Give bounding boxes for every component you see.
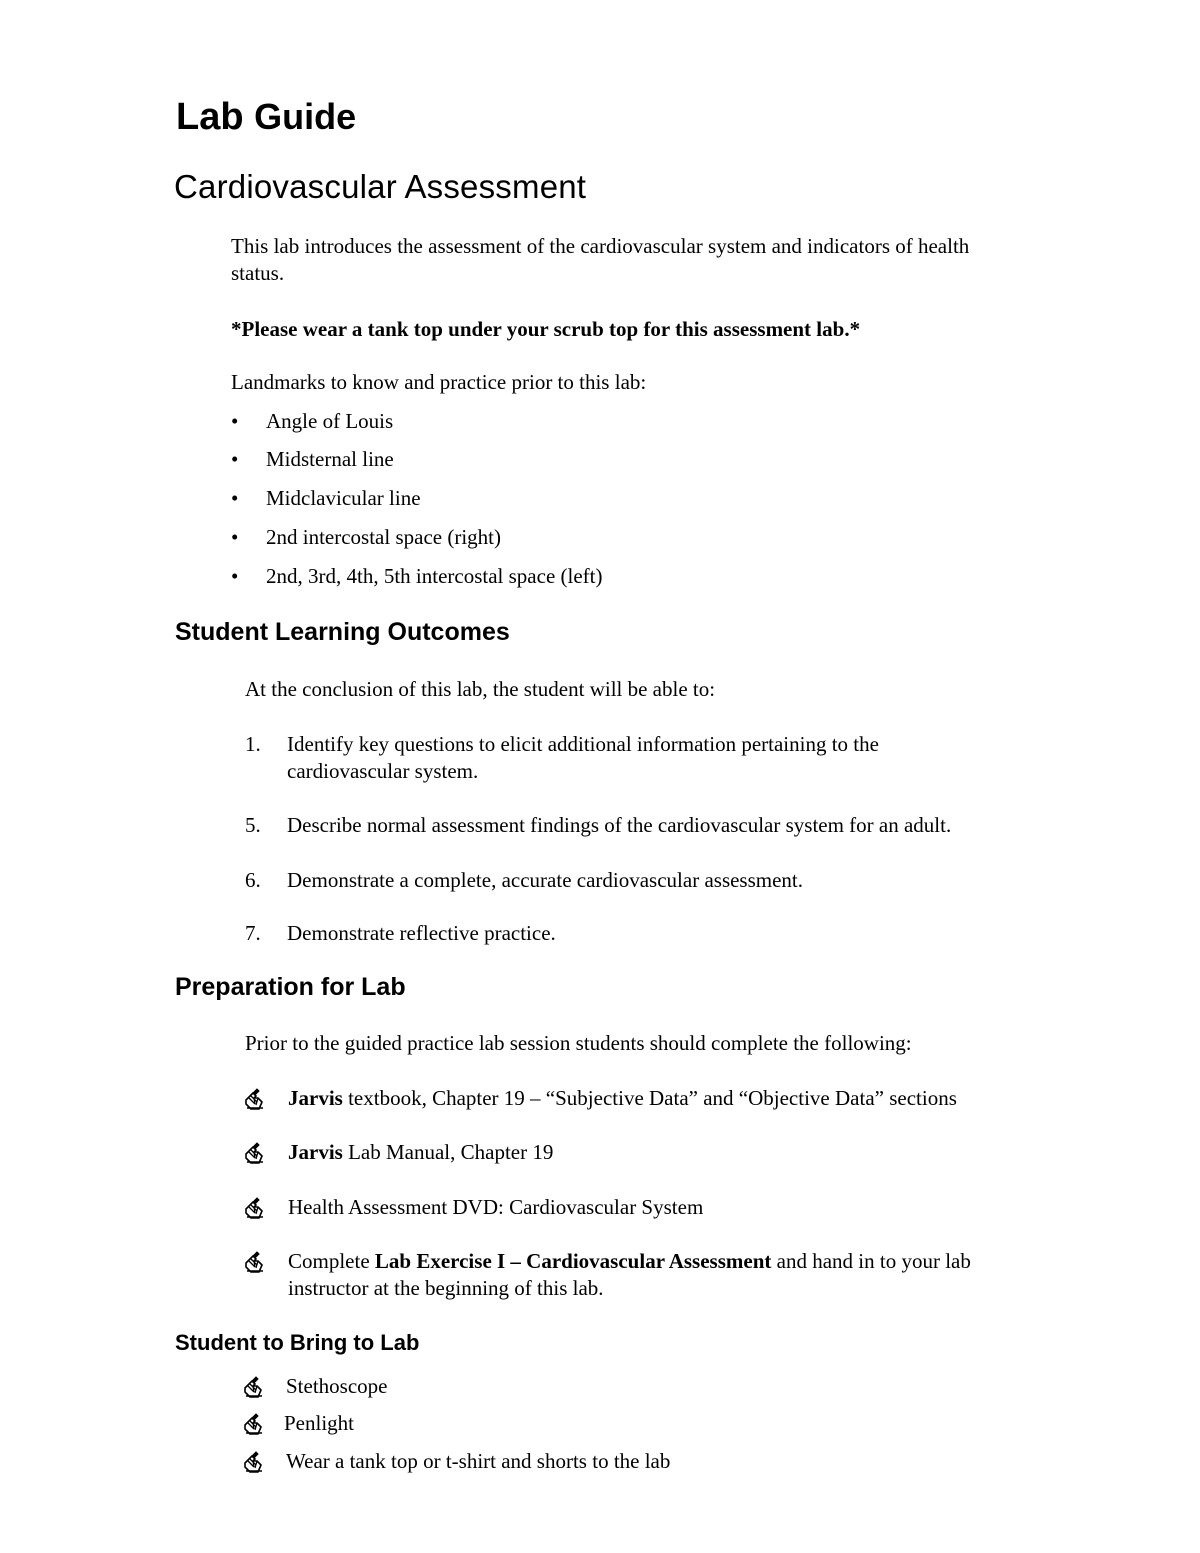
- writing-hand-icon: [243, 1087, 267, 1111]
- prep-item-bold: Lab Exercise I – Cardiovascular Assessment: [374, 1249, 772, 1273]
- landmark-text: Midsternal line: [266, 447, 394, 471]
- intro-line-2: status.: [231, 261, 285, 285]
- bring-heading: Student to Bring to Lab: [175, 1330, 420, 1355]
- outcome-text: Describe normal assessment findings of the cardiovascular system for an adult.: [287, 813, 952, 837]
- bullet-icon: •: [231, 564, 239, 588]
- prep-item-line: [288, 1248, 1078, 1275]
- title-lab-word: Lab: [176, 96, 244, 138]
- bring-item-text: Stethoscope: [286, 1374, 388, 1398]
- landmark-text: 2nd intercostal space (right): [266, 525, 501, 549]
- outcome-number: 6.: [245, 868, 261, 892]
- prep-item-rest: textbook, Chapter 19 – “Subjective Data” and “Objective Data” sections: [342, 1086, 957, 1110]
- outcome-number: 5.: [245, 813, 261, 837]
- writing-hand-icon: [242, 1450, 266, 1474]
- prep-item-bold: Jarvis: [288, 1140, 343, 1164]
- prep-item-pre: Complete: [288, 1249, 375, 1273]
- landmark-text: Angle of Louis: [266, 409, 394, 433]
- bring-item-text: Penlight: [284, 1411, 355, 1435]
- title-guide-word: Guide: [254, 96, 357, 137]
- prep-item-text: Health Assessment DVD: Cardiovascular System: [288, 1195, 704, 1219]
- bullet-icon: •: [231, 447, 239, 471]
- intro-line-1: This lab introduces the assessment of the cardiovascular system and indicators of health: [231, 234, 970, 258]
- writing-hand-icon: [243, 1196, 267, 1220]
- prep-item-line: instructor at the beginning of this lab.: [288, 1276, 604, 1300]
- outcome-number: 7.: [245, 921, 261, 945]
- prep-item-text: [288, 1139, 1078, 1166]
- outcome-number: 1.: [245, 732, 261, 756]
- outcome-line: Identify key questions to elicit additional information pertaining to the: [287, 732, 879, 756]
- page-title: [176, 96, 356, 139]
- document-title: Cardiovascular Assessment: [174, 168, 587, 205]
- outcome-text: Demonstrate reflective practice.: [287, 921, 556, 945]
- bullet-icon: •: [231, 486, 239, 510]
- landmark-text: 2nd, 3rd, 4th, 5th intercostal space (left): [266, 564, 603, 588]
- intro-paragraph: [231, 233, 1091, 287]
- preparation-heading: Preparation for Lab: [175, 973, 406, 1001]
- landmarks-intro: Landmarks to know and practice prior to this lab:: [231, 370, 647, 394]
- prep-item-text: [288, 1085, 1078, 1112]
- writing-hand-icon: [243, 1141, 267, 1165]
- outcomes-heading: Student Learning Outcomes: [175, 618, 510, 646]
- outcome-line: cardiovascular system.: [287, 759, 479, 783]
- writing-hand-icon: [242, 1412, 266, 1436]
- writing-hand-icon: [243, 1250, 267, 1274]
- prep-item-rest: Lab Manual, Chapter 19: [342, 1140, 554, 1164]
- bullet-icon: •: [231, 409, 239, 433]
- preparation-intro: Prior to the guided practice lab session students should complete the following:: [245, 1031, 912, 1055]
- tank-top-notice: *Please wear a tank top under your scrub top for this assessment lab.*: [231, 317, 861, 341]
- prep-item-post: and hand in to your lab: [771, 1249, 971, 1273]
- bullet-icon: •: [231, 525, 239, 549]
- outcome-text: Demonstrate a complete, accurate cardiovascular assessment.: [287, 868, 804, 892]
- prep-item-bold: Jarvis: [288, 1086, 343, 1110]
- prep-item-text: [288, 1248, 1078, 1302]
- outcome-text: [287, 731, 1047, 785]
- writing-hand-icon: [242, 1375, 266, 1399]
- landmark-text: Midclavicular line: [266, 486, 421, 510]
- bring-item-text: Wear a tank top or t-shirt and shorts to the lab: [286, 1449, 671, 1473]
- outcomes-intro: At the conclusion of this lab, the student will be able to:: [245, 677, 716, 701]
